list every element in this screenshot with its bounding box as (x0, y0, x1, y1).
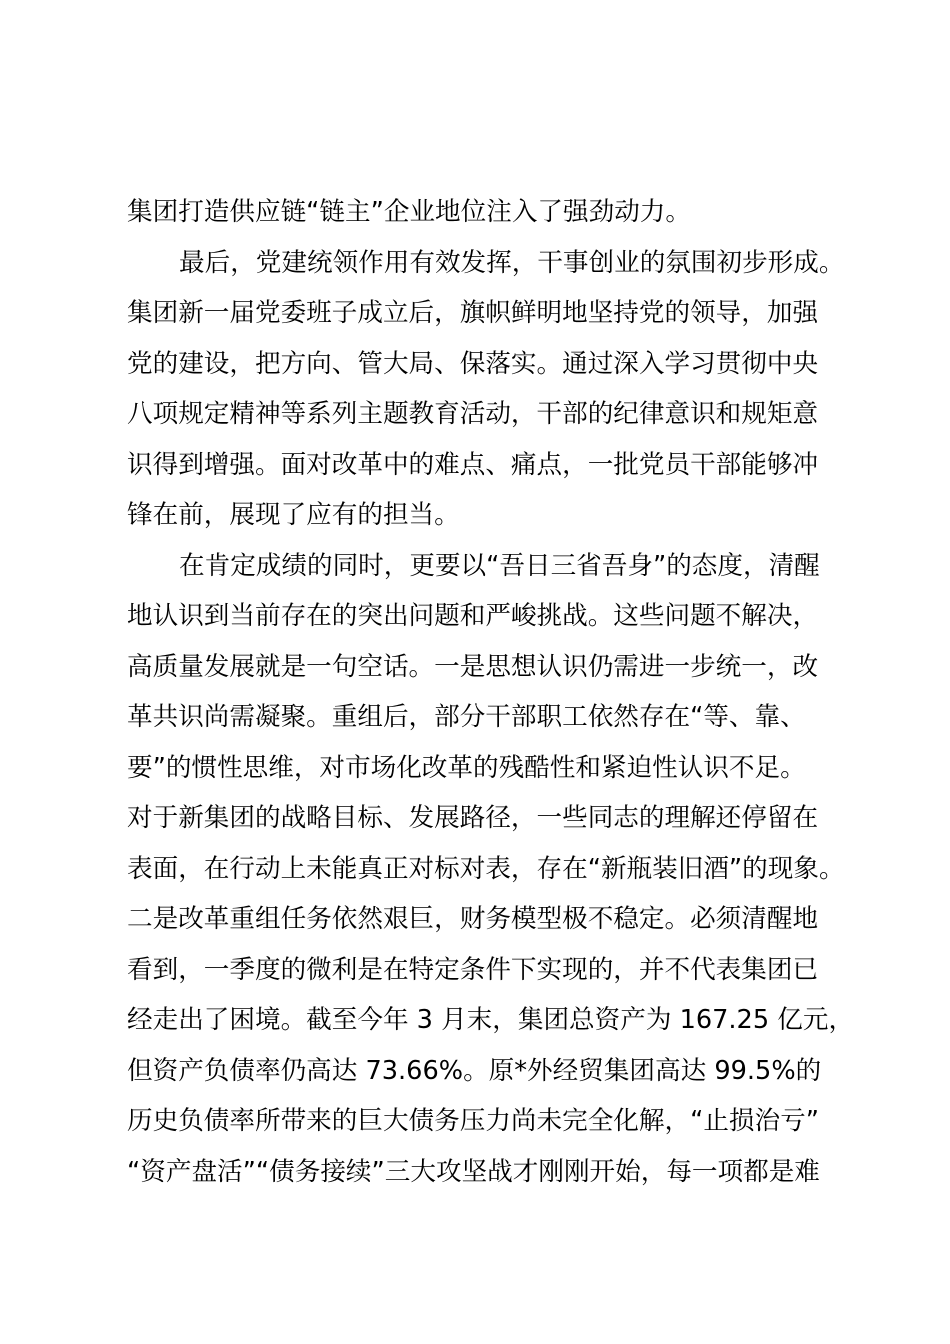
text-line: 二是改革重组任务依然艰巨，财务模型极不稳定。必须清醒地 (127, 904, 819, 934)
text-line: 识得到增强。面对改革中的难点、痛点，一批党员干部能够冲 (127, 450, 819, 480)
text-line: 看到，一季度的微利是在特定条件下实现的，并不代表集团已 (127, 955, 819, 985)
text-line: 党的建设，把方向、管大局、保落实。通过深入学习贯彻中央 (127, 349, 819, 379)
text-line: 八项规定精神等系列主题教育活动，干部的纪律意识和规矩意 (127, 399, 819, 429)
text-line: 但资产负债率仍高达 73.66%。原*外经贸集团高达 99.5%的 (127, 1056, 822, 1086)
text-line: 要”的惯性思维，对市场化改革的残酷性和紧迫性认识不足。 (127, 753, 806, 783)
text-line: 经走出了困境。截至今年 3 月末，集团总资产为 167.25 亿元， (127, 1005, 855, 1035)
paragraph-start-line: 在肯定成绩的同时，更要以“吾日三省吾身”的态度，清醒 (179, 551, 820, 581)
text-line: 地认识到当前存在的突出问题和严峻挑战。这些问题不解决， (127, 601, 819, 631)
text-line: 集团新一届党委班子成立后，旗帜鲜明地坚持党的领导，加强 (127, 298, 819, 328)
text-line: 集团打造供应链“链主”企业地位注入了强劲动力。 (127, 197, 691, 227)
paragraph-start-line: 最后，党建统领作用有效发挥，干事创业的氛围初步形成。 (179, 248, 845, 278)
text-line: 锋在前，展现了应有的担当。 (127, 500, 460, 530)
text-line: “资产盘活”“债务接续”三大攻坚战才刚刚开始，每一项都是难 (127, 1157, 820, 1187)
text-line: 历史负债率所带来的巨大债务压力尚未完全化解，“止损治亏” (127, 1106, 819, 1136)
text-line: 高质量发展就是一句空话。一是思想认识仍需进一步统一，改 (127, 652, 819, 682)
text-line: 革共识尚需凝聚。重组后，部分干部职工依然存在“等、靠、 (127, 702, 806, 732)
text-line: 表面，在行动上未能真正对标对表，存在“新瓶装旧酒”的现象。 (127, 854, 845, 884)
text-line: 对于新集团的战略目标、发展路径，一些同志的理解还停留在 (127, 803, 819, 833)
